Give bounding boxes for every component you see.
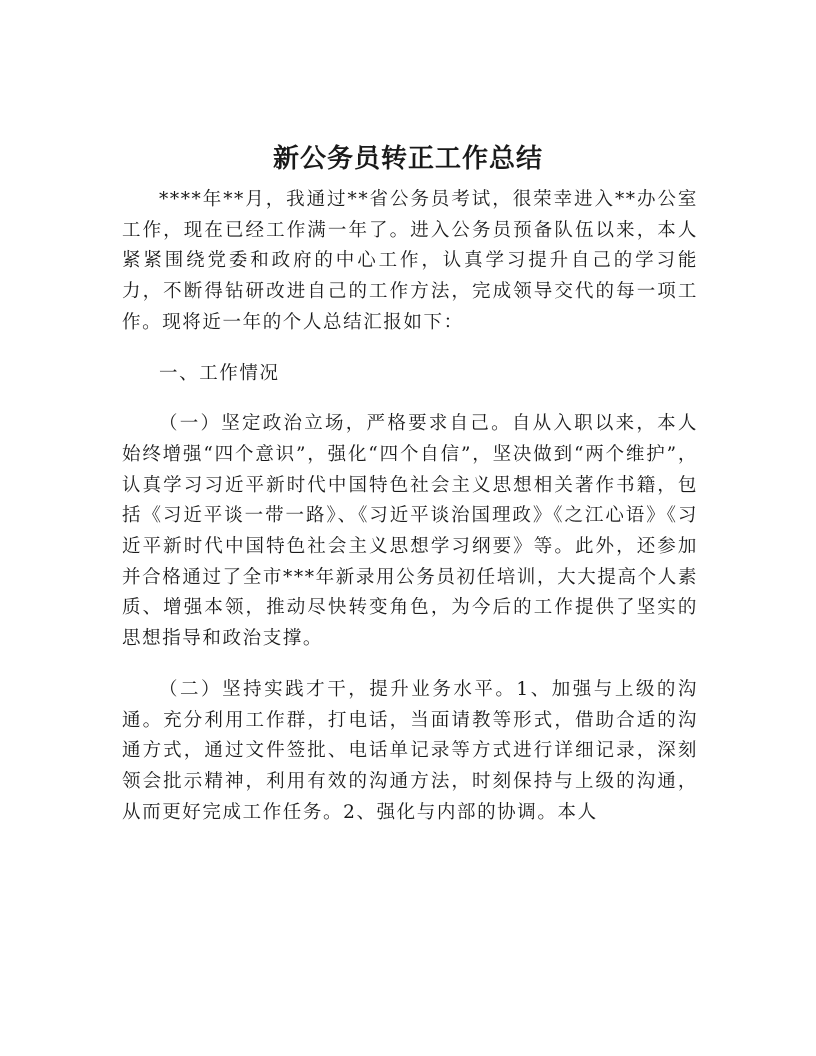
- section-heading-work-status: 一、工作情况: [159, 362, 280, 384]
- document-body: [122, 185, 698, 848]
- intro-paragraph: ****年**月，我通过**省公务员考试，很荣幸进入**办公室工作，现在已经工作满一年了。进入公务员预备队伍以来，本人紧紧围绕党委和政府的中心工作，认真学习提升自己的学习能力，不断得钻研改进自己的工作方法，完成领导交代的每一项工作。现将近一年的个人总结汇报如下：: [122, 189, 698, 333]
- paragraph-practice-skills: （二）坚持实践才干，提升业务水平。1、加强与上级的沟通。充分利用工作群，打电话，当面请教等形式，借助合适的沟通方式，通过文件签批、电话单记录等方式进行详细记录，深刻领会批示精神，利用有效的沟通方法，时刻保持与上级的沟通，从而更好完成工作任务。2、强化与内部的协调。本人: [122, 678, 698, 823]
- paragraph-political-stance: （一）坚定政治立场，严格要求自己。自从入职以来，本人始终增强“四个意识”，强化“四个自信”，坚决做到“两个维护”，认真学习习近平新时代中国特色社会主义思想相关著作书籍，包括《习近平谈一带一路》、《习近平谈治国理政》《之江心语》《习近平新时代中国特色社会主义思想学习纲要》等。此外，还参加并合格通过了全市***年新录用公务员初任培训，大大提高个人素质、增强本领，推动尽快转变角色，为今后的工作提供了坚实的思想指导和政治支撑。: [122, 413, 698, 650]
- document-title: 新公务员转正工作总结: [272, 144, 543, 174]
